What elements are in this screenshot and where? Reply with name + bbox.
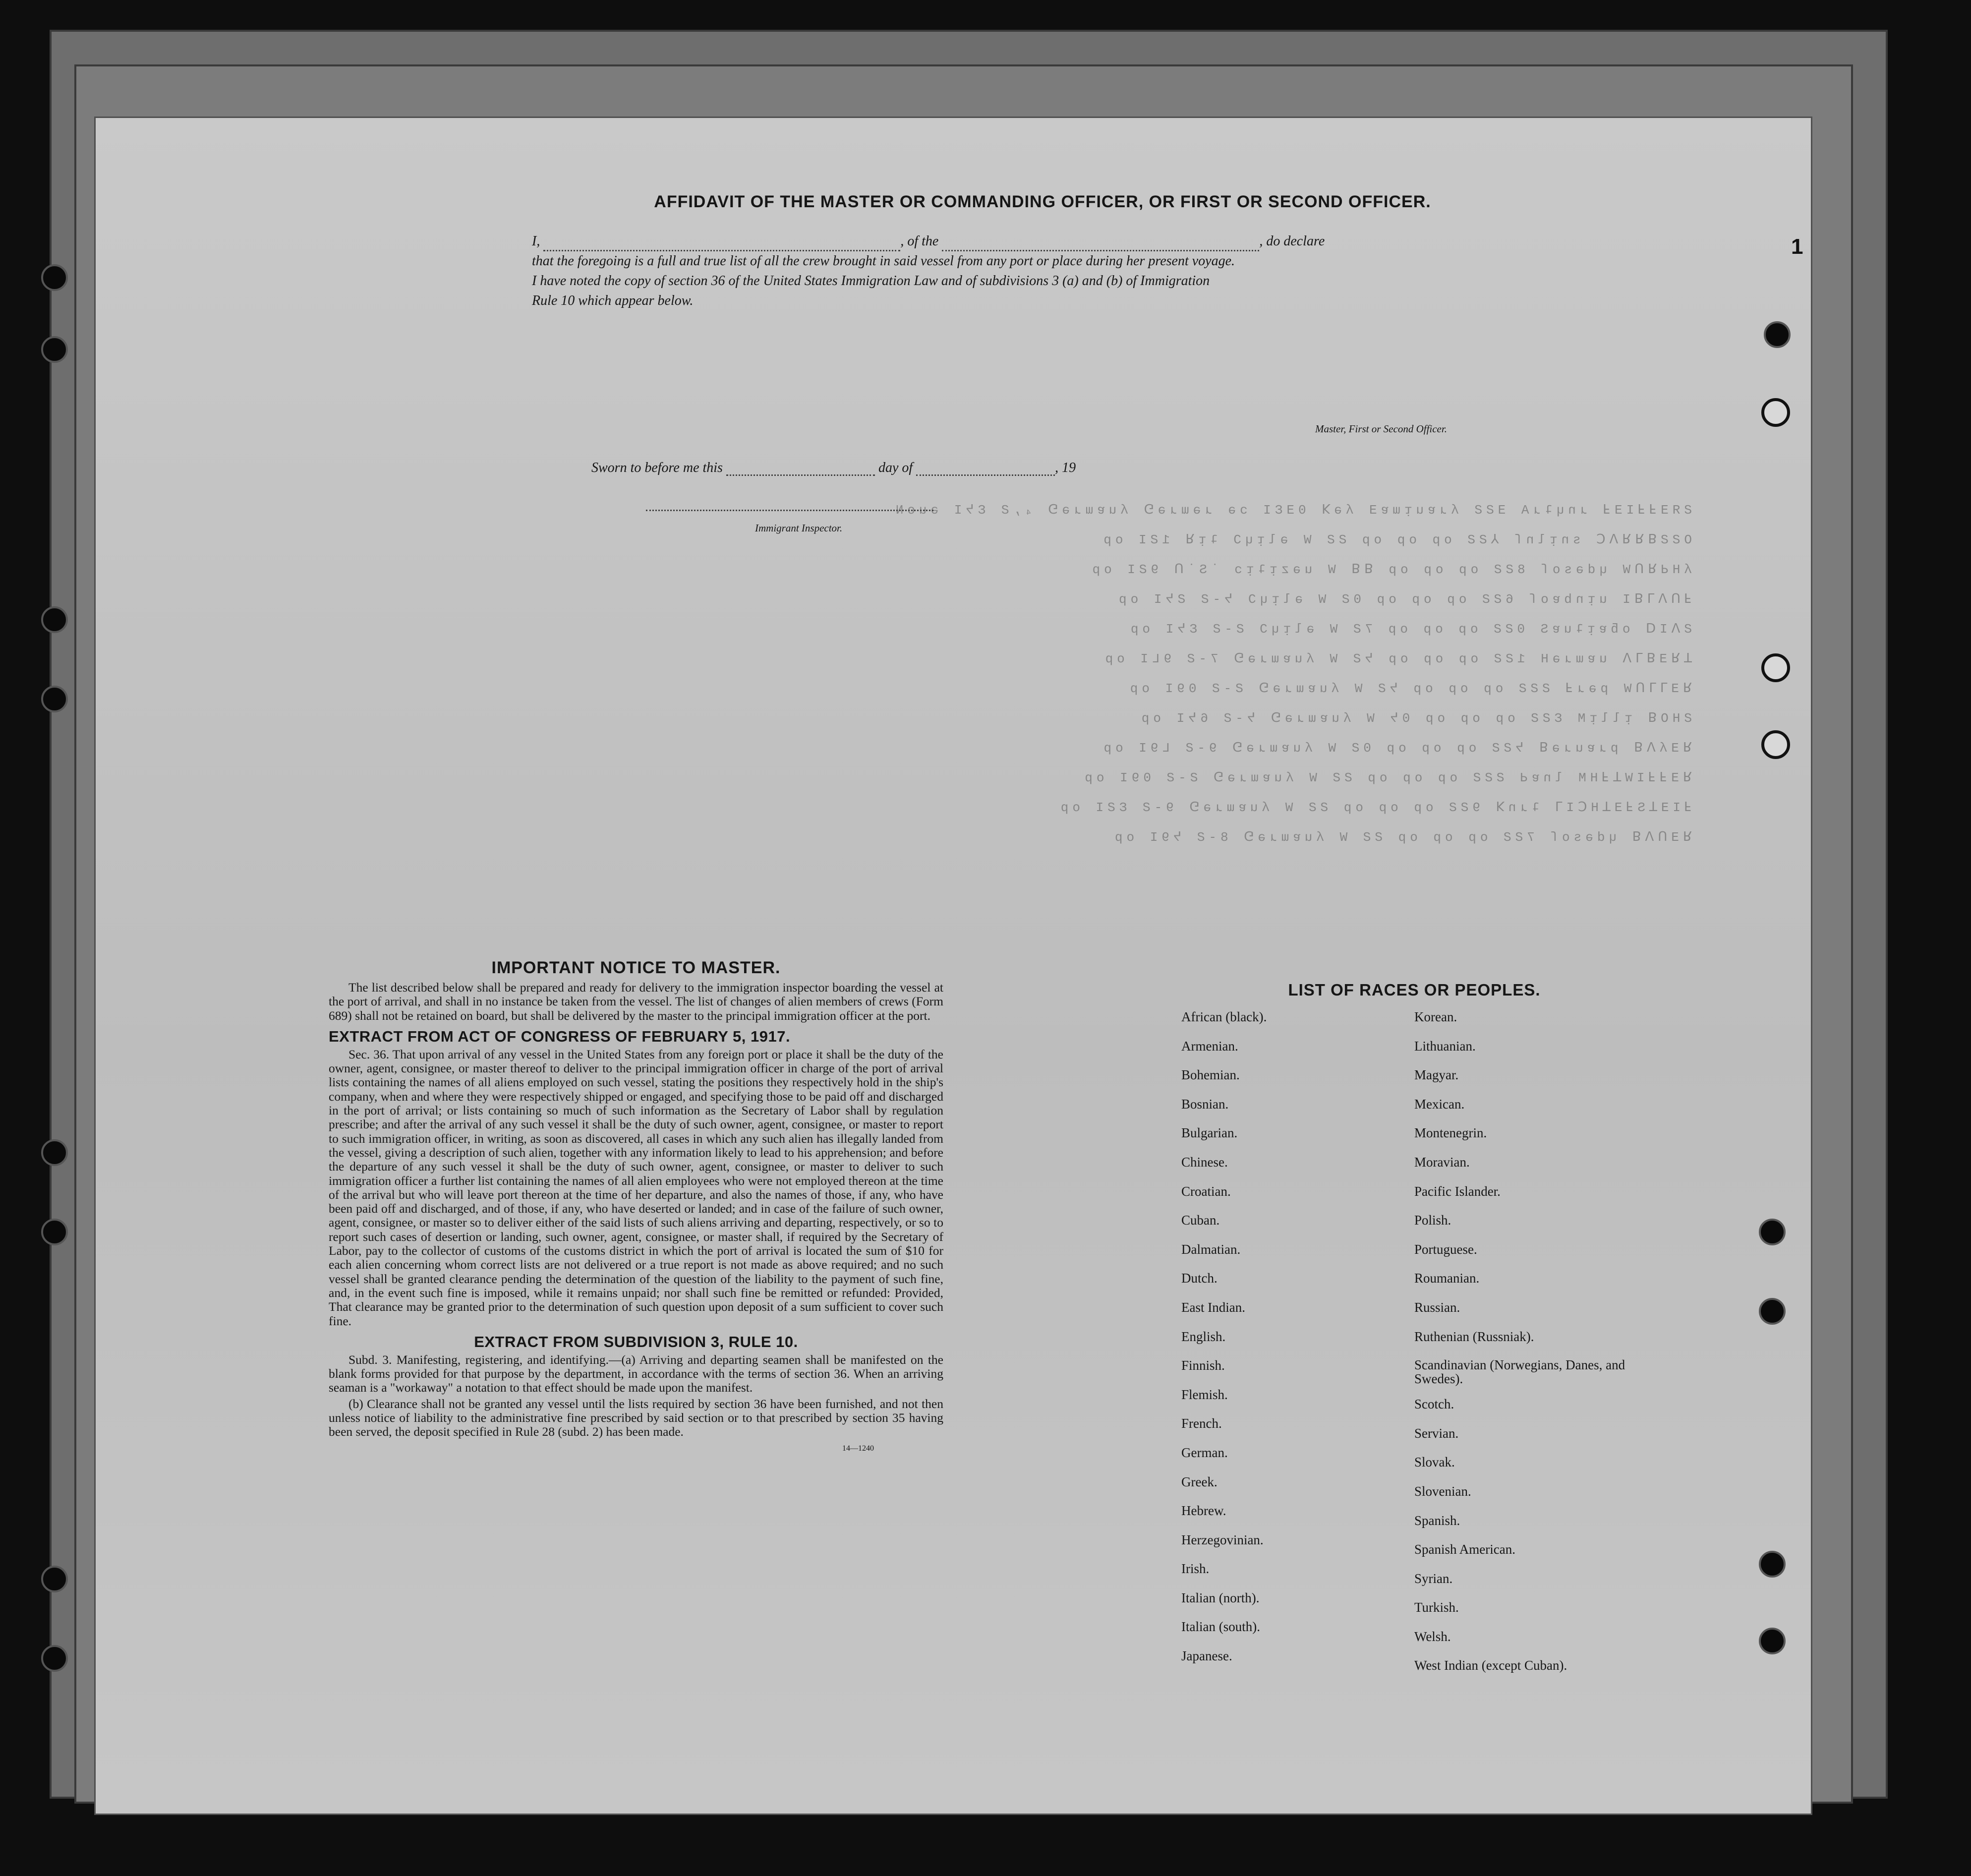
race-item: Turkish. xyxy=(1414,1600,1459,1615)
race-item: German. xyxy=(1181,1445,1228,1460)
rule-extract-title: EXTRACT FROM SUBDIVISION 3, RULE 10. xyxy=(474,1333,798,1350)
race-item: Slovenian. xyxy=(1414,1483,1471,1499)
race-item: Syrian. xyxy=(1414,1571,1453,1586)
affidavit-i: I, xyxy=(532,234,540,249)
affidavit-text-line: I have noted the copy of section 36 of the United States Immigration Law and of subdivisions 3 (a) and (b) of Immigration xyxy=(532,273,1210,289)
punch-hole xyxy=(41,1566,68,1592)
bleed-through-row: ꓤƎꓶꓶꓵW pǝɹℲ ƧƧƧ op op op ᔭƧ W ʎuɐɯɹǝ⅁ Ƨ-Ƨ 09I op xyxy=(1126,681,1692,696)
race-item: Japanese. xyxy=(1181,1648,1232,1664)
race-item: Bulgarian. xyxy=(1181,1125,1238,1141)
race-item: Croatian. xyxy=(1181,1183,1231,1199)
race-item: Ruthenian (Russniak). xyxy=(1414,1329,1534,1344)
bleed-through-row: OƧƧꓭꓤꓤꓥꓚ snᴉlnſ ⅄ƧƧ op op op ƧƧ W ǝlᴉɥƆ ʇᴉꓤ 1ƧI op xyxy=(1100,532,1692,547)
race-item: Mexican. xyxy=(1414,1096,1465,1112)
affidavit-text-line: that the foregoing is a full and true list of all the crew brought in said vessel from any port or place during her present voyage. xyxy=(532,253,1235,269)
act-extract-body: Sec. 36. That upon arrival of any vessel in the United States from any foreign port or place it shall be the duty of the owner, agent, consignee, or master thereof to deliver to the principal immigration officer in charge of the port of arrival lists containing the names of all aliens employed on such vessel, stating the positions they respectively hold in the ship's company, when and where they were respectively shipped or engaged, and specifying those to be paid off and discharged in the port of arrival; or lists containing so much of such information as the Secretary of Labor shall by regulation prescribe; and after the arrival of any such vessel it shall be the duty of such owner, agent, consignee, or master to report to such immigration officer, in writing, as soon as discovered, all cases in which any such alien has illegally landed from the vessel, giving a description of such alien, together with any information likely to lead to his apprehension; and before the departure of any such vessel it shall be the duty of such owner, agent, consignee, or master to deliver to such immigration officer a further list containing the names of all alien employees who were not employed thereon at the time of the arrival but who will leave port thereon at the time of her departure, and also the names of those, if any, who have been paid off and discharged, and of those, if any, who have deserted or landed; and in case of the failure of such owner, agent, consignee, or master so to deliver either of the said lists of such aliens arriving and departing, respectively, or so to report such cases of desertion or landing, such owner, agent, consignee, or master shall, if required by the Secretary of Labor, pay to the collector of customs of the customs district in which the port of arrival is located the sum of $10 for each alien concerning whom correct lists are not delivered or a true report is not made as above required; and no such vessel shall be granted clearance pending the determination of the question of the liability to the payment of such fine, and, in the event such fine is imposed, while it remains unpaid; nor shall such fine be remitted or refunded: Provided, That clearance may be granted prior to the determination of such question upon deposit of a sum sufficient to cover such fine. xyxy=(329,1047,943,1328)
notice-title: IMPORTANT NOTICE TO MASTER. xyxy=(491,958,781,977)
race-item: Dalmatian. xyxy=(1181,1241,1241,1257)
sworn-line xyxy=(591,460,1076,476)
notice-section xyxy=(329,958,943,1453)
race-item: Italian (south). xyxy=(1181,1619,1260,1635)
punch-hole xyxy=(1759,1219,1786,1245)
races-list-section xyxy=(1166,981,1662,1687)
race-item: Herzegovinian. xyxy=(1181,1532,1264,1547)
punch-hole xyxy=(41,336,68,363)
punch-hole xyxy=(1761,730,1790,759)
punch-hole xyxy=(41,1139,68,1166)
bleed-through-row: ꓤƎꓞꓞIWꓕꓞHM lnɐԀ ƧƧƧ op op op ƧƧ W ʎuɐɯɹǝ⅁ Ƨ-Ƨ 09I op xyxy=(1081,770,1692,785)
sworn-day-of: day of xyxy=(878,460,913,475)
race-item: Dutch. xyxy=(1181,1271,1217,1286)
race-item: Moravian. xyxy=(1414,1154,1470,1170)
race-item: Greek. xyxy=(1181,1474,1217,1489)
race-item: Portuguese. xyxy=(1414,1241,1477,1257)
affidavit-of-the: , of the xyxy=(900,234,939,249)
punch-hole xyxy=(41,264,68,291)
race-item: African (black). xyxy=(1181,1009,1267,1024)
affidavit-do-declare: , do declare xyxy=(1259,234,1325,249)
sworn-month-blank[interactable] xyxy=(916,474,1055,476)
race-item: Bohemian. xyxy=(1181,1067,1240,1083)
race-item: Polish. xyxy=(1414,1213,1451,1228)
bleed-through-row: ƧЯƎℲℲIƎℲ ɹnɥʇɹA ƎƧƧ ʎɹɐuᴉɯɐƎ ʎǝꓘ 0ƎƐI ɔǝ ɹǝɯɹǝ⅁ ʎuɐɯɹǝ⅁ ₄,Ƨ ƐᔭI ǝuoN xyxy=(891,503,1692,518)
race-item: Italian (north). xyxy=(1181,1590,1260,1605)
rule-subd-b: (b) Clearance shall not be granted any vessel until the lists required by section 36 have been furnished, and not then unless notice of liability to the administrative fine prescribed by said section or to that prescribed by section 35 having been served, the deposit specified in Rule 28 (subd. 2) has been made. xyxy=(329,1396,943,1439)
bleed-through-row: ꓕꓤƎꓭꓶꓥ uɐɯɹǝH 1ƧƧ op op op ᔭƧ W ʎuɐɯɹǝ⅁ 7-Ƨ 9LI op xyxy=(1101,651,1692,666)
punch-hole xyxy=(1759,1628,1786,1654)
race-item: East Indian. xyxy=(1181,1299,1245,1315)
race-item: Spanish American. xyxy=(1414,1542,1515,1557)
bleed-through-row: ƧꓥIꓷ oƃɐᴉʇuɐS 0ƧƧ op op op 7Ƨ W ǝlᴉɥƆ Ƨ-Ƨ ƐᔭI op xyxy=(1126,622,1692,637)
races-right-column xyxy=(1414,1009,1647,1687)
race-item: Scotch. xyxy=(1414,1397,1454,1412)
bleed-through-row: ꓤƎꓵꓥꓭ ɥdǝsoſ 7ƧƧ op op op ƧƧ W ʎuɐɯɹǝ⅁ 8-Ƨ ᔭ9I op xyxy=(1110,830,1692,845)
manifest-page xyxy=(94,117,1812,1815)
race-item: Russian. xyxy=(1414,1299,1460,1315)
races-columns xyxy=(1166,1009,1662,1687)
punch-hole xyxy=(1761,653,1790,682)
corner-page-number: 1 xyxy=(1791,234,1803,259)
race-item: Armenian. xyxy=(1181,1038,1238,1054)
sworn-text: Sworn to before me this xyxy=(591,460,723,475)
rule-subd-a: Subd. 3. Manifesting, registering, and identifying.—(a) Arriving and departing seamen shall be manifested on the blank forms provided for that purpose by the department, in accordance with the terms of section 36. When an arriving seaman is a "workaway" a notation to that effect should be made upon the manifest. xyxy=(329,1352,943,1395)
race-item: West Indian (except Cuban). xyxy=(1414,1658,1567,1673)
punch-hole xyxy=(41,686,68,712)
race-item: Bosnian. xyxy=(1181,1096,1229,1112)
race-item: Hebrew. xyxy=(1181,1503,1226,1519)
affidavit-text-line: Rule 10 which appear below. xyxy=(532,293,694,308)
punch-hole xyxy=(41,1219,68,1245)
race-item: Welsh. xyxy=(1414,1629,1451,1644)
races-title: LIST OF RACES OR PEOPLES. xyxy=(1288,981,1541,999)
punch-hole xyxy=(1764,321,1791,348)
punch-hole xyxy=(41,1645,68,1672)
bleed-through-row: ꓞIƎꓕSꓞƎꓕHꓚIꓶ ʇɹnꓘ 9ƧƧ op op op ƧƧ W ʎuɐɯɹǝ⅁ 9-Ƨ ƐƧI op xyxy=(1056,800,1692,815)
act-extract-title: EXTRACT FROM ACT OF CONGRESS OF FEBRUARY 5, 1917. xyxy=(329,1027,791,1045)
races-left-column xyxy=(1166,1009,1414,1687)
race-item: Korean. xyxy=(1414,1009,1457,1024)
punch-hole xyxy=(1759,1551,1786,1578)
race-item: Spanish. xyxy=(1414,1513,1460,1528)
race-item: Flemish. xyxy=(1181,1387,1228,1402)
sworn-day-blank[interactable] xyxy=(726,474,875,476)
race-item: Scandinavian (Norwegians, Danes, and Swedes). xyxy=(1414,1357,1625,1387)
form-number: 14—1240 xyxy=(842,1444,874,1453)
signature-label: Master, First or Second Officer. xyxy=(1315,423,1447,435)
race-item: Slovak. xyxy=(1414,1455,1455,1470)
punch-hole xyxy=(1761,398,1790,427)
punch-hole xyxy=(1759,1298,1786,1325)
bleed-through-row: ꓞꓵꓥꓶꓭI uᴉnbɐoſ 6ƧƧ op op op 0Ƨ W ǝlᴉɥƆ ᔭ-Ƨ ƧᔭI op xyxy=(1114,592,1692,607)
race-item: Chinese. xyxy=(1181,1154,1228,1170)
bleed-through-row: ʎHԀꓤꓵW ɥdǝsoſ 8ƧƧ op op op ꓭꓭ W uǝzᴉʇᴉɔ ˙S˙ꓵ 9ƧI op xyxy=(1088,562,1692,577)
race-item: Servian. xyxy=(1414,1425,1459,1441)
race-item: Montenegrin. xyxy=(1414,1125,1487,1141)
race-item: French. xyxy=(1181,1416,1222,1431)
race-item: Cuban. xyxy=(1181,1213,1220,1228)
notice-body: The list described below shall be prepared and ready for delivery to the immigration inspector boarding the vessel at the port of arrival, and shall in no instance be taken from the vessel. The list of changes of alien members of crews (Form 689) shall not be retained on board, but shall be delivered by the master to the principal immigration officer at the port. xyxy=(329,980,943,1023)
race-item: Magyar. xyxy=(1414,1067,1459,1083)
race-item: Pacific Islander. xyxy=(1414,1183,1501,1199)
inspector-label: Immigrant Inspector. xyxy=(755,522,843,534)
affidavit-title: AFFIDAVIT OF THE MASTER OR COMMANDING OFFICER, OR FIRST OR SECOND OFFICER. xyxy=(654,192,1431,211)
punch-hole xyxy=(41,606,68,633)
race-item: English. xyxy=(1181,1329,1226,1344)
affidavit-declaration-line xyxy=(532,232,1553,251)
inspector-signature-blank[interactable] xyxy=(646,510,933,511)
bleed-through-row: ƧHOꓭ ᴉllᴉM ƐƧƧ op op op 0ᔭ W ʎuɐɯɹǝ⅁ ᔭ-Ƨ 6ᔭI op xyxy=(1137,711,1692,726)
bleed-through-row: ꓤƎʎꓥꓭ pɹɐuɹǝꓭ ᔭƧƧ op op op 0Ƨ W ʎuɐɯɹǝ⅁ 9-Ƨ L9I op xyxy=(1100,741,1692,756)
race-item: Finnish. xyxy=(1181,1358,1225,1373)
race-item: Irish. xyxy=(1181,1561,1210,1577)
race-item: Lithuanian. xyxy=(1414,1038,1476,1054)
race-item: Roumanian. xyxy=(1414,1271,1480,1286)
sworn-year: , 19 xyxy=(1055,460,1076,475)
